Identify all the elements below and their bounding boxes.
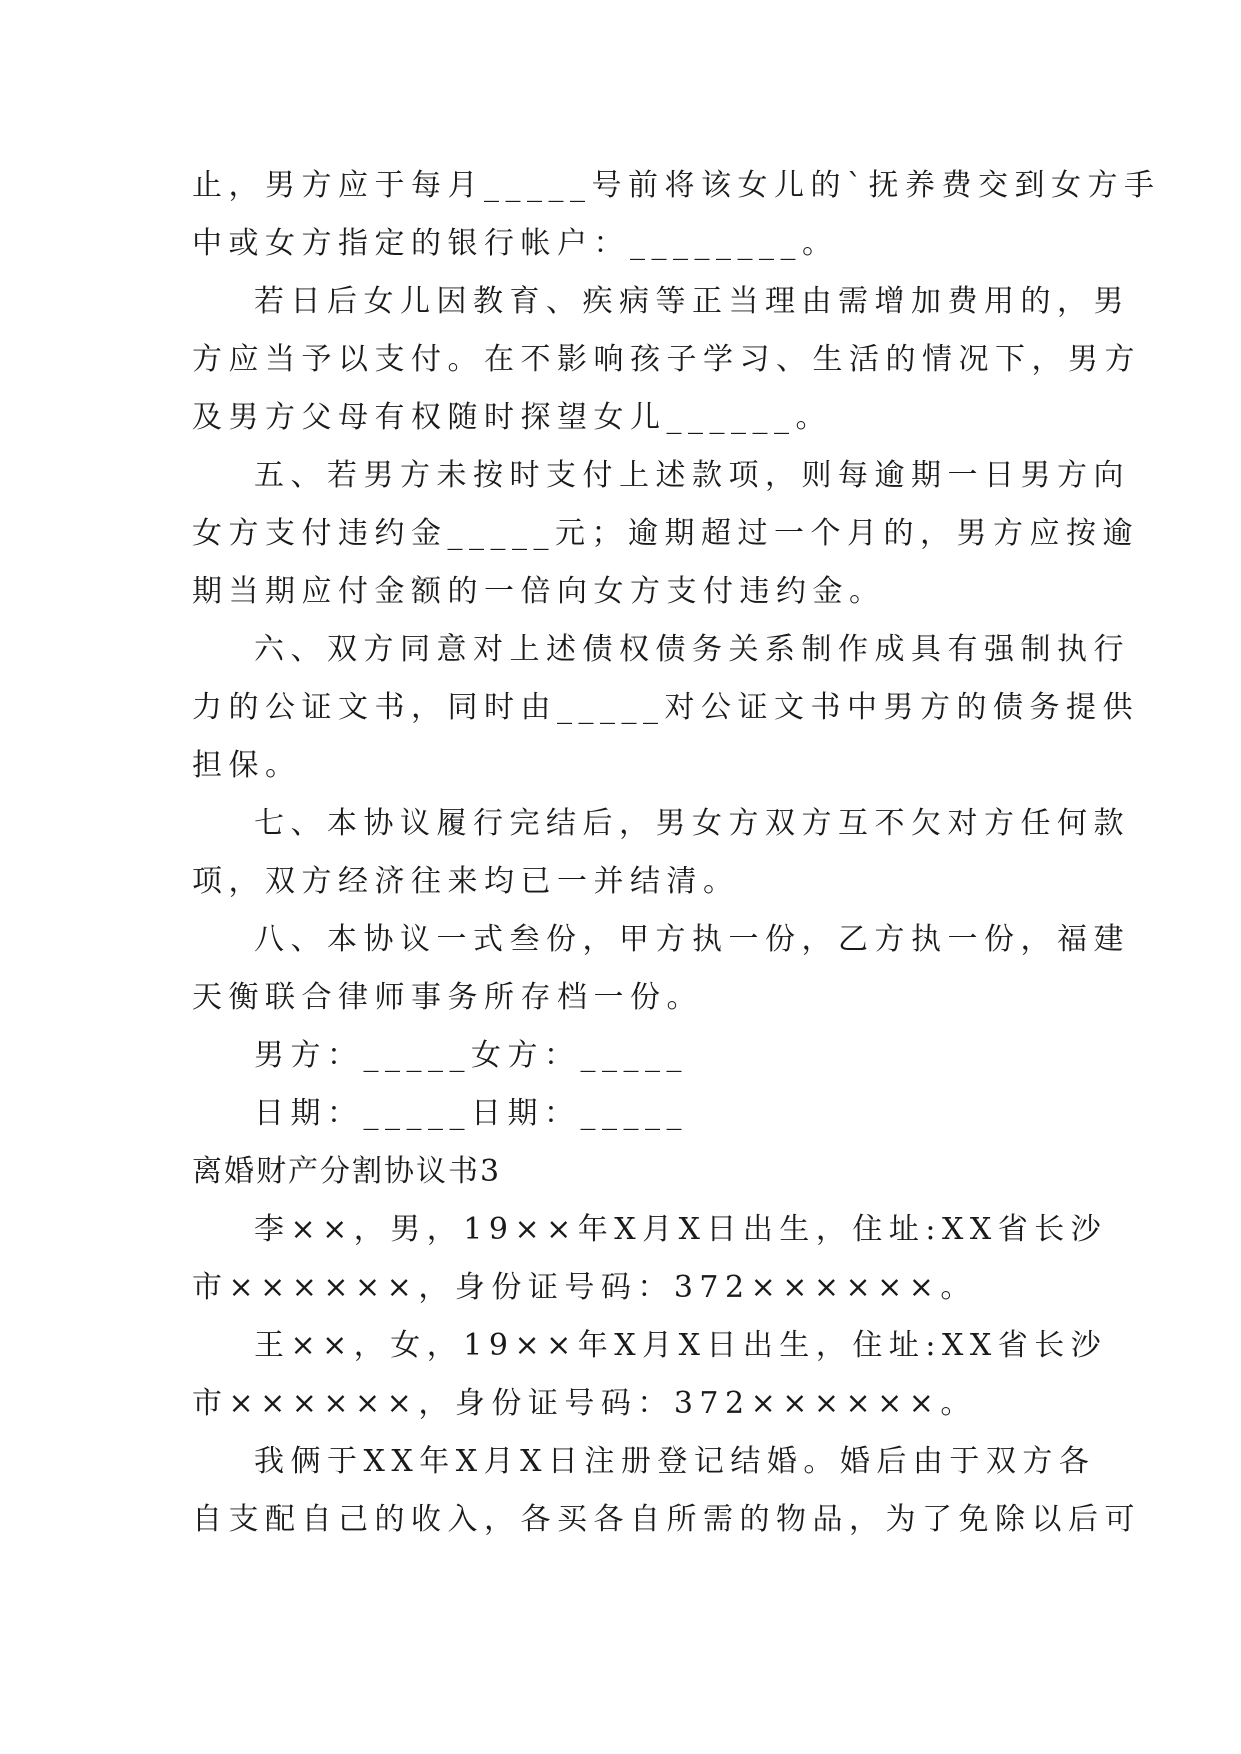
- clause-five-line: 五、若男方未按时支付上述款项，则每逾期一日男方向: [254, 458, 1130, 493]
- clause-eight-line: 八、本协议一式叁份，甲方执一份，乙方执一份，福建: [254, 922, 1130, 957]
- paragraph-line: 自支配自己的收入，各买各自所需的物品，为了免除以后可: [192, 1502, 1141, 1537]
- paragraph-line: 市××××××，身份证号码：372××××××。: [192, 1270, 977, 1305]
- party-line: 王××，女，19××年X月X日出生，住址:XX省长沙: [254, 1328, 1108, 1363]
- paragraph-line: 我俩于XX年X月X日注册登记结婚。婚后由于双方各: [254, 1444, 1096, 1479]
- paragraph-line: 方应当予以支付。在不影响孩子学习、生活的情况下，男方: [192, 342, 1141, 377]
- document-body: [192, 157, 1161, 1549]
- paragraph-line: 女方支付违约金_____元；逾期超过一个月的，男方应按逾: [192, 516, 1139, 551]
- paragraph-line: 期当期应付金额的一倍向女方支付违约金。: [192, 574, 886, 609]
- paragraph-line: 天衡联合律师事务所存档一份。: [192, 980, 703, 1015]
- paragraph-line: 担保。: [192, 748, 302, 783]
- paragraph-line: 及男方父母有权随时探望女儿______。: [192, 400, 832, 435]
- clause-seven-line: 七、本协议履行完结后，男女方双方互不欠对方任何款: [254, 806, 1130, 841]
- paragraph-line: 市××××××，身份证号码：372××××××。: [192, 1386, 977, 1421]
- paragraph-line: 中或女方指定的银行帐户：________。: [192, 226, 839, 261]
- paragraph-line: 力的公证文书，同时由_____对公证文书中男方的债务提供: [192, 690, 1139, 725]
- section-title: 离婚财产分割协议书3: [192, 1154, 502, 1189]
- party-line: 李××，男，19××年X月X日出生，住址:XX省长沙: [254, 1212, 1108, 1247]
- clause-six-line: 六、双方同意对上述债权债务关系制作成具有强制执行: [254, 632, 1130, 667]
- paragraph-line: 若日后女儿因教育、疾病等正当理由需增加费用的，男: [254, 284, 1130, 319]
- signature-line: 男方：_____女方：_____: [254, 1038, 688, 1073]
- paragraph-line: 止，男方应于每月_____号前将该女儿的`抚养费交到女方手: [192, 168, 1161, 203]
- paragraph-line: 项，双方经济往来均已一并结清。: [192, 864, 740, 899]
- date-line: 日期：_____日期：_____: [254, 1096, 688, 1131]
